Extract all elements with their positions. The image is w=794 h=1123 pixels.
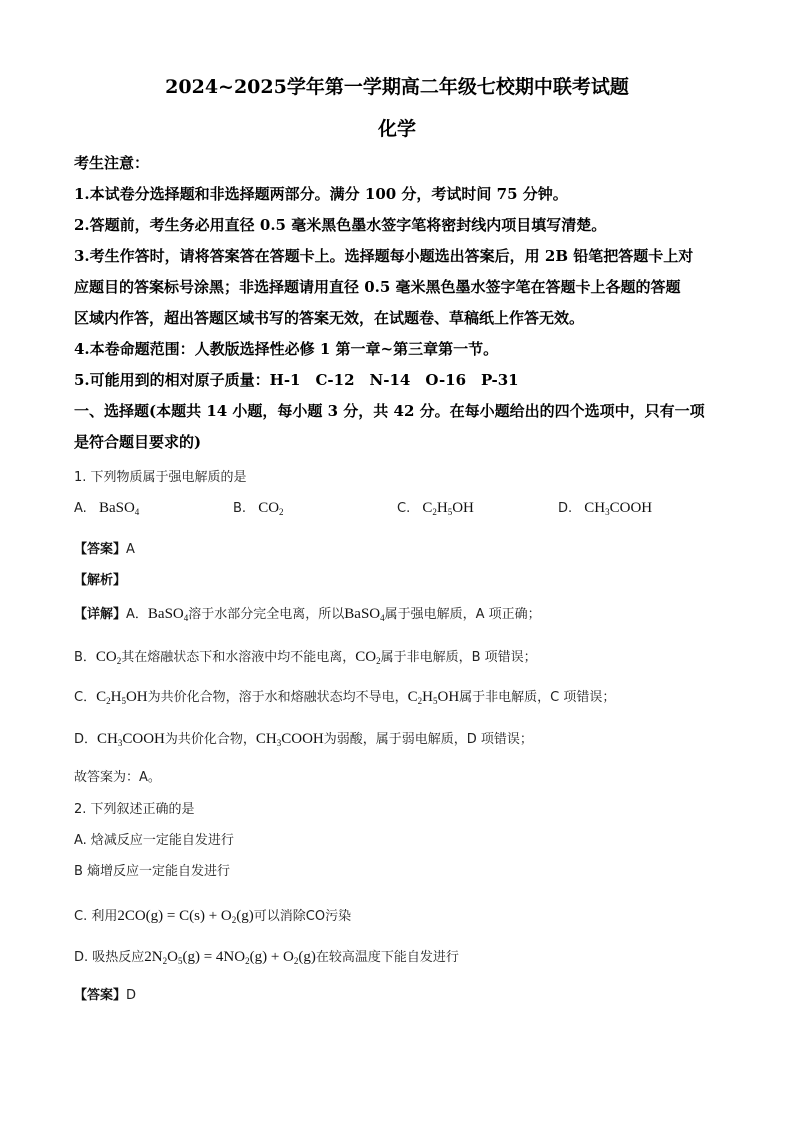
q1-analysis-tag: 【解析】 — [74, 573, 127, 588]
section-heading: 一、选择题(本题共 14 小题，每小题 3 分，共 42 分。在每小题给出的四个选项中，只有一项 — [74, 402, 705, 420]
q1-answer: 【答案】A — [74, 542, 135, 557]
option-letter: A. — [74, 501, 87, 516]
question-2-stem: 2. 下列叙述正确的是 — [74, 802, 195, 817]
option-letter: D. — [558, 501, 573, 516]
q1-detail-a: 【详解】A．BaSO$_4$溶于水部分完全电离，所以BaSO$_4$属于强电解质，A 项正确； — [74, 606, 541, 623]
q2-option-a: A. 焓减反应一定能自发进行 — [74, 833, 234, 848]
question-1-stem: 1. 下列物质属于强电解质的是 — [74, 470, 247, 485]
q1-option-c — [397, 500, 474, 517]
q1-option-d — [558, 500, 652, 517]
notice-item-2: 2.答题前，考生务必用直径 0.5 毫米黑色墨水签字笔将密封线内项目填写清楚。 — [74, 216, 607, 234]
option-letter: C. — [397, 501, 411, 516]
q2-option-c: C. 利用$2CO(g) = C(s) + O_2(g)$可以消除CO污染 — [74, 908, 352, 925]
formula: BaSO$_4$ — [98, 500, 140, 517]
q1-detail-b: B．$CO_2$其在熔融状态下和水溶液中均不能电离，$CO_2$属于非电解质，B 项错误； — [74, 649, 537, 666]
q2-option-d: D. 吸热反应$2N_2O_5(g) = 4NO_2(g) + O_2(g)$在较高温度下能自发进行 — [74, 949, 459, 966]
notice-item-1: 1.本试卷分选择题和非选择题两部分。满分 100 分，考试时间 75 分钟。 — [74, 185, 568, 203]
option-letter: B. — [233, 501, 247, 516]
q1-option-a — [74, 500, 139, 517]
section-heading-cont: 是符合题目要求的) — [74, 433, 202, 451]
q2-answer: 【答案】D — [74, 988, 137, 1003]
notice-item-3-cont2: 区域内作答，超出答题区域书写的答案无效，在试题卷、草稿纸上作答无效。 — [74, 309, 585, 327]
notice-item-3: 3.考生作答时，请将答案答在答题卡上。选择题每小题选出答案后，用 2B 铅笔把答题卡上对 — [74, 247, 694, 265]
subject-title: 化学 — [377, 118, 416, 140]
q2-option-b: B 熵增反应一定能自发进行 — [74, 864, 231, 879]
q1-detail-c: C．$C_2H_5OH$为共价化合物，溶于水和熔融状态均不导电，$C_2H_5OH$属于非电解质，C 项错误； — [74, 689, 616, 706]
notice-item-3-cont: 应题目的答案标号涂黑；非选择题请用直径 0.5 毫米黑色墨水签字笔在答题卡上各题的答题 — [74, 278, 681, 296]
q1-conclusion: 故答案为：A。 — [74, 770, 161, 785]
notice-heading: 考生注意： — [74, 154, 150, 172]
formula: $CH_3COOH$ — [584, 500, 653, 517]
q1-detail-d: D．$CH_3COOH$为共价化合物，$CH_3COOH$为弱酸，属于弱电解质，D 项错误； — [74, 731, 533, 748]
notice-item-4: 4.本卷命题范围：人教版选择性必修 1 第一章~第三章第一节。 — [74, 340, 499, 358]
q1-option-b — [233, 500, 284, 517]
exam-title: 2024~2025学年第一学期高二年级七校期中联考试题 — [165, 76, 629, 98]
formula: $CO_2$ — [258, 500, 284, 517]
formula: $C_2H_5OH$ — [422, 500, 474, 517]
notice-item-5: 5.可能用到的相对原子质量：H-1 C-12 N-14 O-16 P-31 — [74, 371, 519, 389]
